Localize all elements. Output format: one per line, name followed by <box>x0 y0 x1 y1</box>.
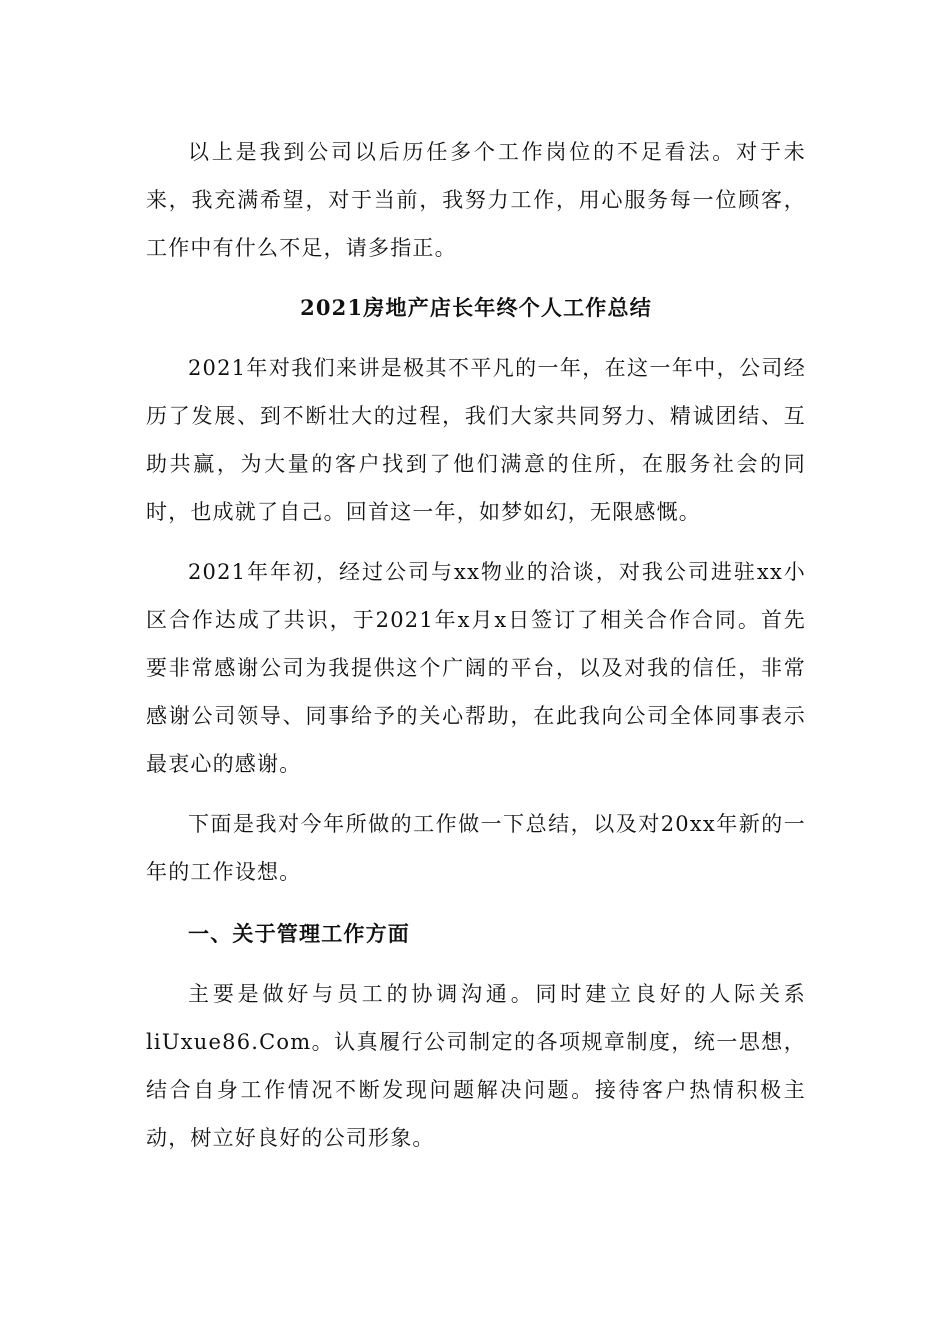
body-paragraph-3: 下面是我对今年所做的工作做一下总结，以及对20xx年新的一年的工作设想。 <box>146 812 806 884</box>
section-heading-management: 一、关于管理工作方面 <box>188 921 410 946</box>
document-body <box>146 128 806 1174</box>
intro-paragraph: 以上是我到公司以后历任多个工作岗位的不足看法。对于未来，我充满希望，对于当前，我努力工作，用心服务每一位顾客，工作中有什么不足，请多指正。 <box>146 140 806 260</box>
body-paragraph-1: 2021年对我们来讲是极其不平凡的一年，在这一年中，公司经历了发展、到不断壮大的过程，我们大家共同努力、精诚团结、互助共赢，为大量的客户找到了他们满意的住所，在服务社会的同时，也成就了自己。回首这一年，如梦如幻，无限感慨。 <box>146 356 806 524</box>
body-paragraph-2: 2021年年初，经过公司与xx物业的洽谈，对我公司进驻xx小区合作达成了共识，于2021年x月x日签订了相关合作合同。首先要非常感谢公司为我提供这个广阔的平台，以及对我的信任，非常感谢公司领导、同事给予的关心帮助，在此我向公司全体同事表示最衷心的感谢。 <box>146 560 806 776</box>
section-paragraph-management: 主要是做好与员工的协调沟通。同时建立良好的人际关系liUxue86.Com。认真履行公司制定的各项规章制度，统一思想，结合自身工作情况不断发现问题解决问题。接待客户热情积极主动，树立好良好的公司形象。 <box>146 982 806 1150</box>
document-title: 2021房地产店长年终个人工作总结 <box>300 295 652 320</box>
